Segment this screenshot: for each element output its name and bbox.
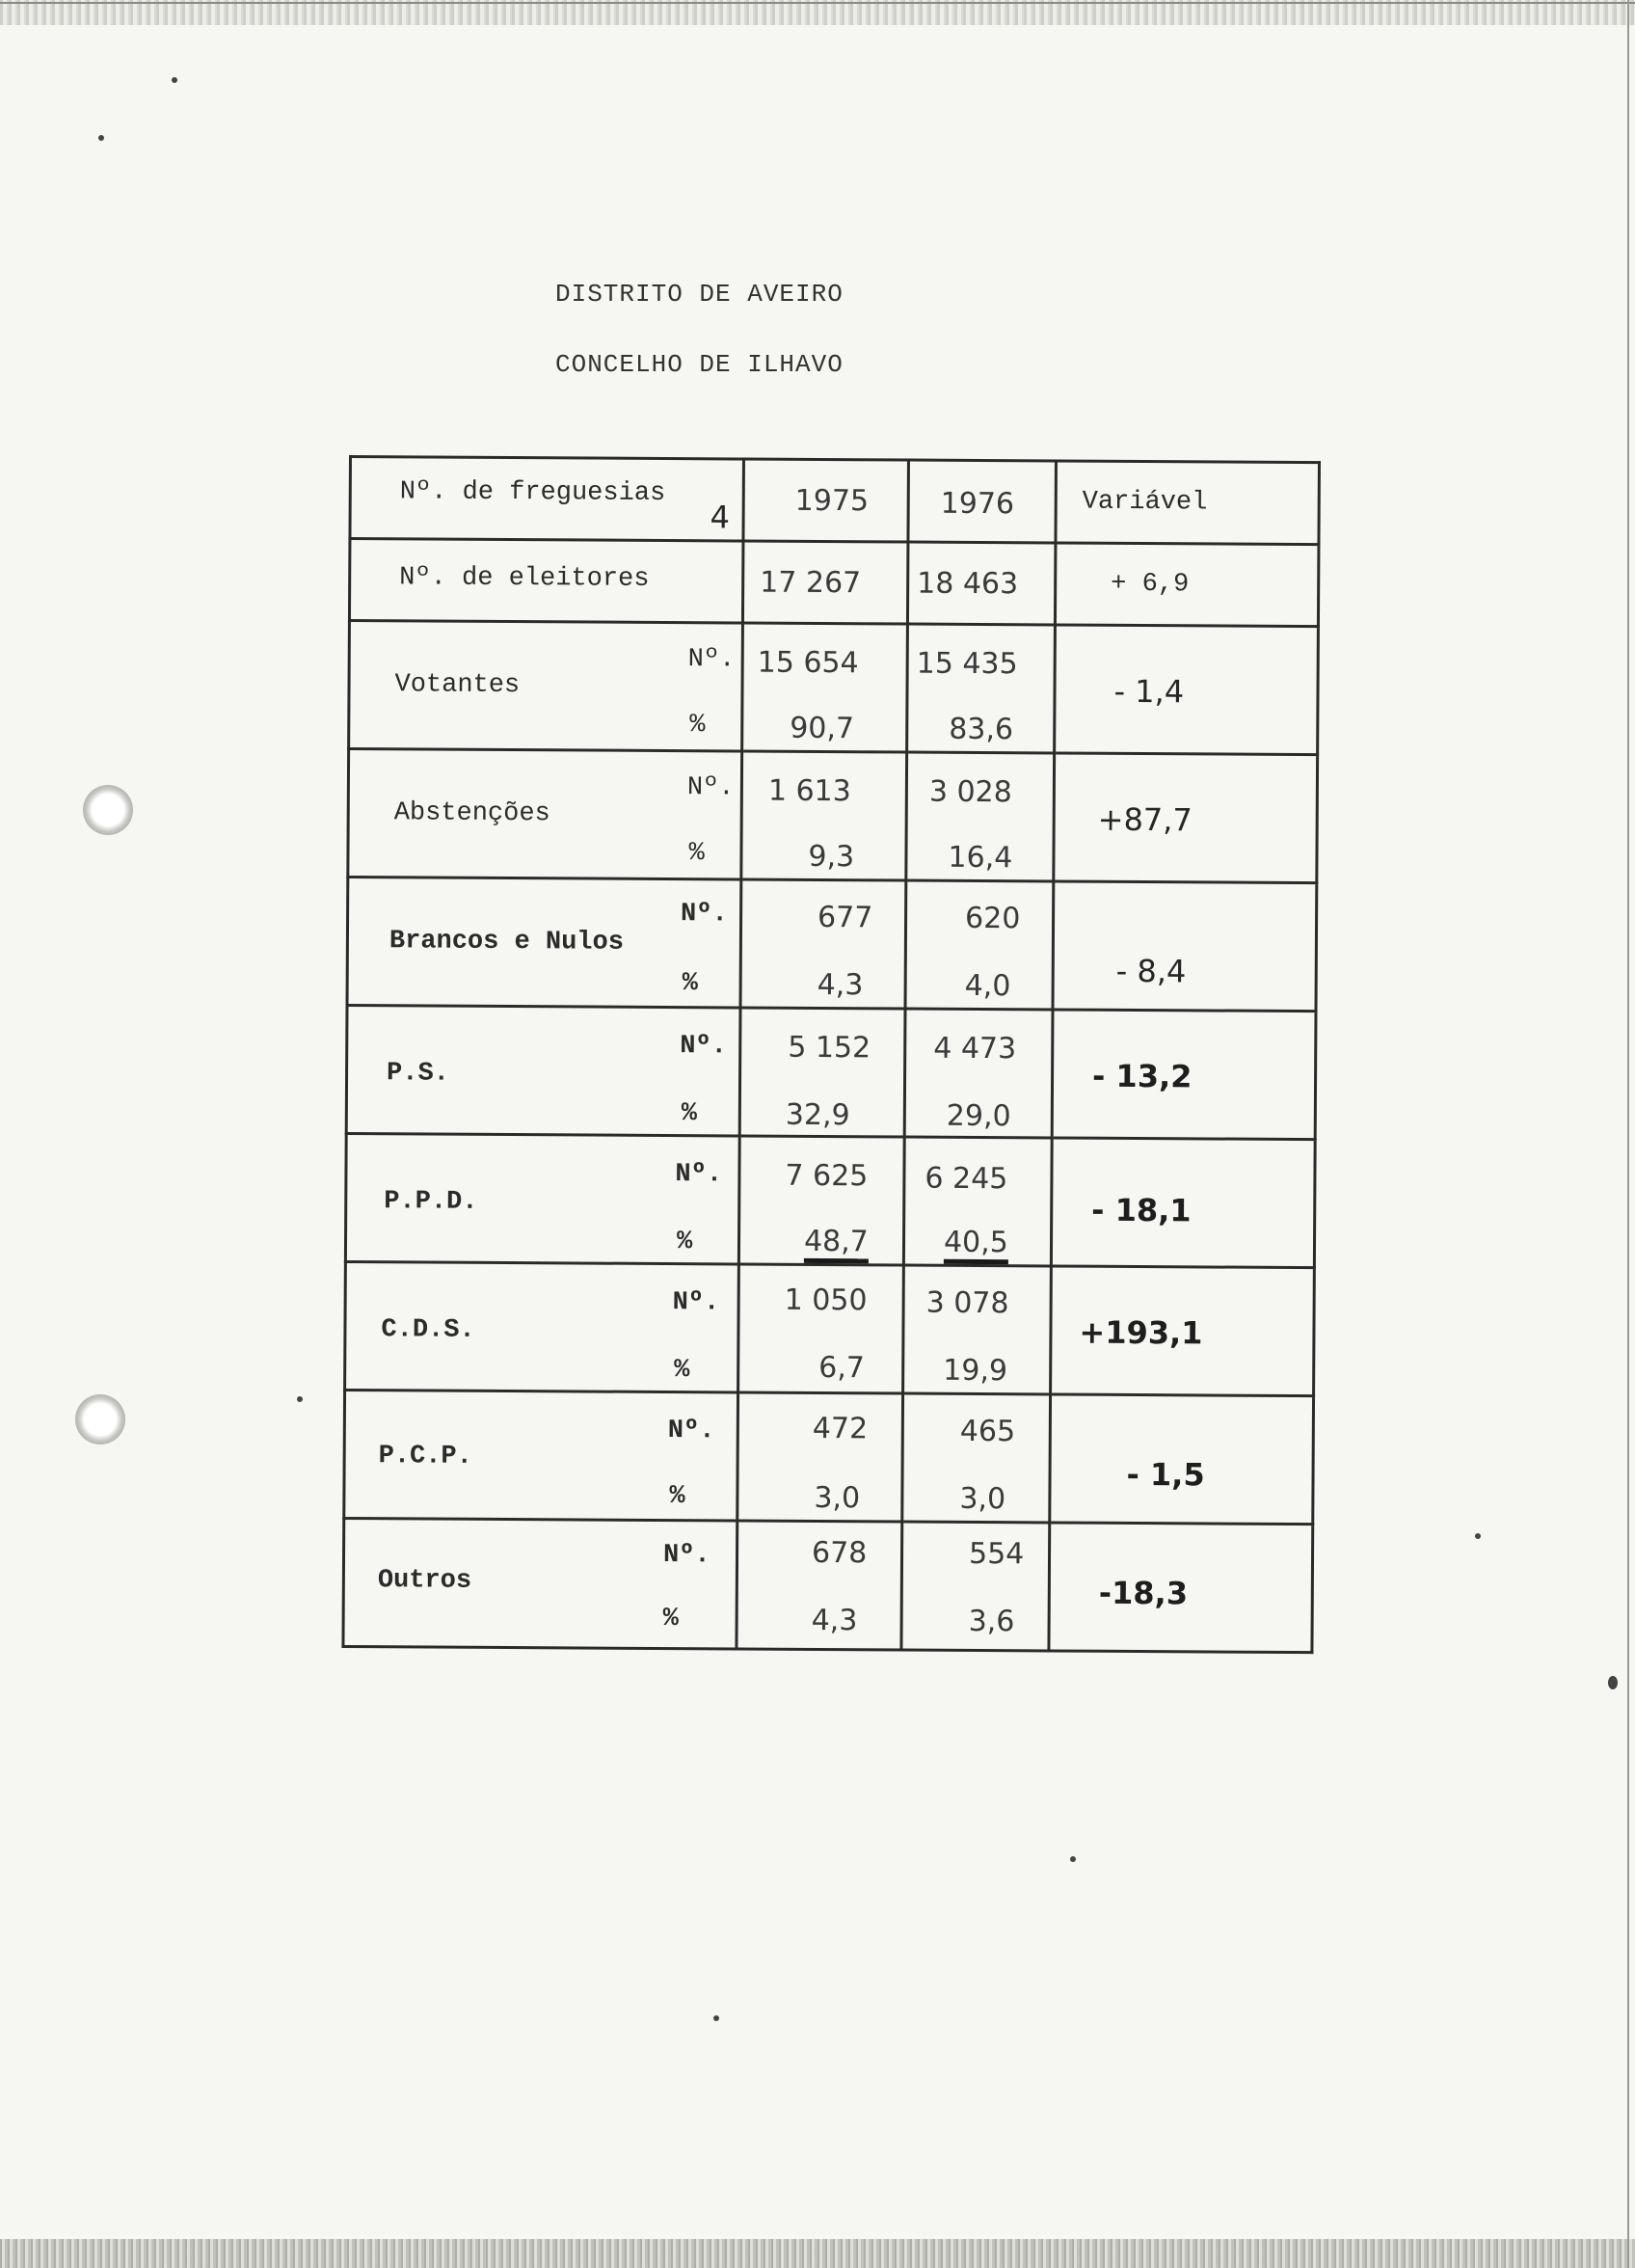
col-1975-label: 1975 [794, 483, 870, 519]
percent-1976: 3,6 [968, 1604, 1015, 1639]
value-1976-cell [902, 1393, 1051, 1523]
row-label: Votantes [394, 670, 521, 701]
count-1976: 4 473 [933, 1031, 1017, 1066]
count-label: Nº. [680, 1032, 727, 1062]
scan-top-line [0, 2, 1635, 4]
scan-speck [713, 2015, 719, 2021]
percent-1975: 32,9 [785, 1097, 850, 1133]
value-1975-cell [741, 751, 907, 880]
count-1975: 7 625 [785, 1158, 869, 1194]
row-label: Brancos e Nulos [389, 927, 625, 958]
count-label: Nº. [681, 900, 728, 930]
electors-label: Nº. de eleitores [399, 563, 650, 594]
count-1975: 678 [811, 1535, 868, 1571]
variation-value: - 1,4 [1113, 672, 1185, 711]
row-label-cell [347, 878, 741, 1008]
value-1975-cell [737, 1521, 902, 1650]
percent-1976: 40,5 [944, 1226, 1008, 1264]
variation-value: - 18,1 [1091, 1191, 1192, 1229]
percent-1975: 3,0 [814, 1480, 861, 1516]
row-label: Abstenções [393, 798, 550, 829]
variation-cell [1052, 1010, 1316, 1140]
count-1975: 677 [817, 900, 873, 935]
variation-value: - 13,2 [1091, 1057, 1193, 1095]
scan-speck [1070, 1856, 1076, 1862]
variation-cell [1053, 881, 1317, 1012]
percent-label: % [681, 1099, 698, 1129]
value-1976-cell [903, 1265, 1052, 1394]
row-label-cell [343, 1518, 737, 1648]
count-1976: 15 435 [916, 646, 1018, 682]
variation-value: +87,7 [1097, 800, 1193, 839]
table-row [345, 1133, 1315, 1267]
percent-1975: 4,3 [811, 1603, 858, 1638]
percent-1976: 19,9 [943, 1353, 1008, 1389]
punch-hole-top [83, 785, 133, 835]
col-1975-header [743, 459, 909, 542]
electors-1975-cell [742, 541, 908, 624]
electors-label-cell [349, 539, 743, 623]
count-1976: 620 [964, 901, 1021, 936]
value-1976-cell [906, 752, 1055, 881]
parish-count-label: Nº. de freguesias [399, 477, 666, 509]
variation-value: - 1,5 [1126, 1455, 1205, 1494]
scan-right-edge [1627, 0, 1629, 2268]
variation-cell [1054, 753, 1318, 883]
value-1975-cell [738, 1264, 904, 1393]
value-1976-cell [903, 1137, 1052, 1266]
scan-speck [1475, 1533, 1481, 1539]
electors-row [349, 539, 1319, 627]
count-1975: 15 654 [757, 645, 859, 681]
scan-speck [297, 1396, 303, 1402]
count-label: Nº. [672, 1288, 720, 1318]
electors-variation-cell [1055, 543, 1319, 627]
table-header-row [350, 457, 1320, 545]
row-label-cell [346, 1005, 740, 1135]
percent-1975: 9,3 [808, 839, 855, 875]
col-variation-header [1056, 461, 1320, 545]
col-1976-label: 1976 [940, 486, 1015, 522]
count-label: Nº. [662, 1541, 710, 1571]
row-label: P.S. [386, 1059, 449, 1089]
election-results-table [341, 455, 1321, 1654]
row-label-cell [348, 749, 742, 879]
value-1975-cell [739, 1008, 905, 1137]
variation-cell [1050, 1394, 1314, 1525]
value-1975-cell [738, 1136, 904, 1265]
row-label-cell [345, 1261, 739, 1391]
percent-label: % [682, 969, 698, 999]
percent-1976: 83,6 [949, 712, 1014, 747]
variation-cell [1051, 1266, 1315, 1396]
percent-label: % [669, 1482, 685, 1512]
variation-cell [1055, 625, 1319, 755]
percent-1976: 3,0 [959, 1481, 1006, 1517]
percent-label: % [674, 1356, 690, 1386]
count-1975: 472 [812, 1411, 869, 1446]
scan-speck [172, 77, 177, 83]
scan-speck [98, 135, 104, 141]
percent-1976: 29,0 [946, 1098, 1011, 1134]
count-label: Nº. [667, 1417, 715, 1446]
count-1976: 554 [968, 1536, 1025, 1572]
table-row [347, 878, 1317, 1012]
count-1976: 3 028 [928, 774, 1012, 810]
count-label: Nº. [686, 773, 735, 803]
row-label-cell [349, 621, 743, 751]
row-label: P.P.D. [384, 1187, 478, 1217]
electors-1976-cell [907, 542, 1056, 625]
table-row [348, 749, 1318, 883]
table-row [345, 1261, 1315, 1395]
percent-1975: 90,7 [790, 711, 855, 746]
col-1976-header [908, 460, 1057, 543]
electors-1976-value: 18 463 [917, 566, 1019, 602]
percent-label: % [662, 1605, 679, 1634]
row-label: Outros [377, 1566, 472, 1596]
count-label: Nº. [687, 645, 736, 675]
count-1976: 6 245 [925, 1161, 1008, 1197]
row-label: P.C.P. [378, 1442, 472, 1472]
count-1976: 3 078 [925, 1285, 1009, 1321]
scan-bottom-edge [0, 2239, 1635, 2268]
punch-hole-bottom [75, 1394, 125, 1444]
district-heading: DISTRITO DE AVEIRO [555, 280, 844, 309]
electors-1975-value: 17 267 [760, 565, 862, 601]
count-1976: 465 [959, 1414, 1016, 1449]
percent-label: % [676, 1228, 693, 1257]
percent-1976: 16,4 [948, 840, 1013, 876]
table-row [343, 1518, 1313, 1652]
scan-speck [1608, 1676, 1618, 1689]
table-row [346, 1005, 1316, 1139]
parish-count-value: 4 [710, 499, 731, 536]
table-row [349, 621, 1319, 755]
variation-value: -18,3 [1098, 1574, 1189, 1612]
count-1975: 5 152 [788, 1030, 871, 1066]
variation-cell [1049, 1523, 1313, 1653]
value-1976-cell [901, 1522, 1050, 1651]
variation-cell [1051, 1138, 1315, 1268]
col-variation-label: Variável [1082, 487, 1208, 518]
count-1975: 1 050 [784, 1282, 868, 1318]
variation-value: +193,1 [1079, 1313, 1203, 1352]
percent-1975: 48,7 [804, 1225, 869, 1263]
value-1976-cell [907, 624, 1056, 753]
percent-label: % [688, 839, 705, 869]
variation-value: - 8,4 [1115, 952, 1187, 990]
row-label-cell [345, 1133, 739, 1263]
value-1975-cell [742, 623, 908, 752]
percent-1975: 4,3 [817, 967, 864, 1003]
percent-1975: 6,7 [818, 1350, 866, 1386]
count-1975: 1 613 [767, 773, 851, 809]
value-1975-cell [740, 879, 906, 1009]
parish-count-cell [350, 457, 744, 541]
count-label: Nº. [675, 1160, 723, 1190]
row-label: C.D.S. [381, 1315, 475, 1345]
percent-1976: 4,0 [964, 968, 1011, 1004]
electors-variation-value: + 6,9 [1111, 569, 1190, 600]
municipality-heading: CONCELHO DE ILHAVO [555, 350, 844, 379]
value-1976-cell [904, 1009, 1053, 1138]
value-1975-cell [737, 1392, 903, 1522]
value-1976-cell [905, 880, 1054, 1010]
row-label-cell [344, 1390, 738, 1520]
table-row [344, 1390, 1314, 1524]
percent-label: % [689, 711, 706, 741]
